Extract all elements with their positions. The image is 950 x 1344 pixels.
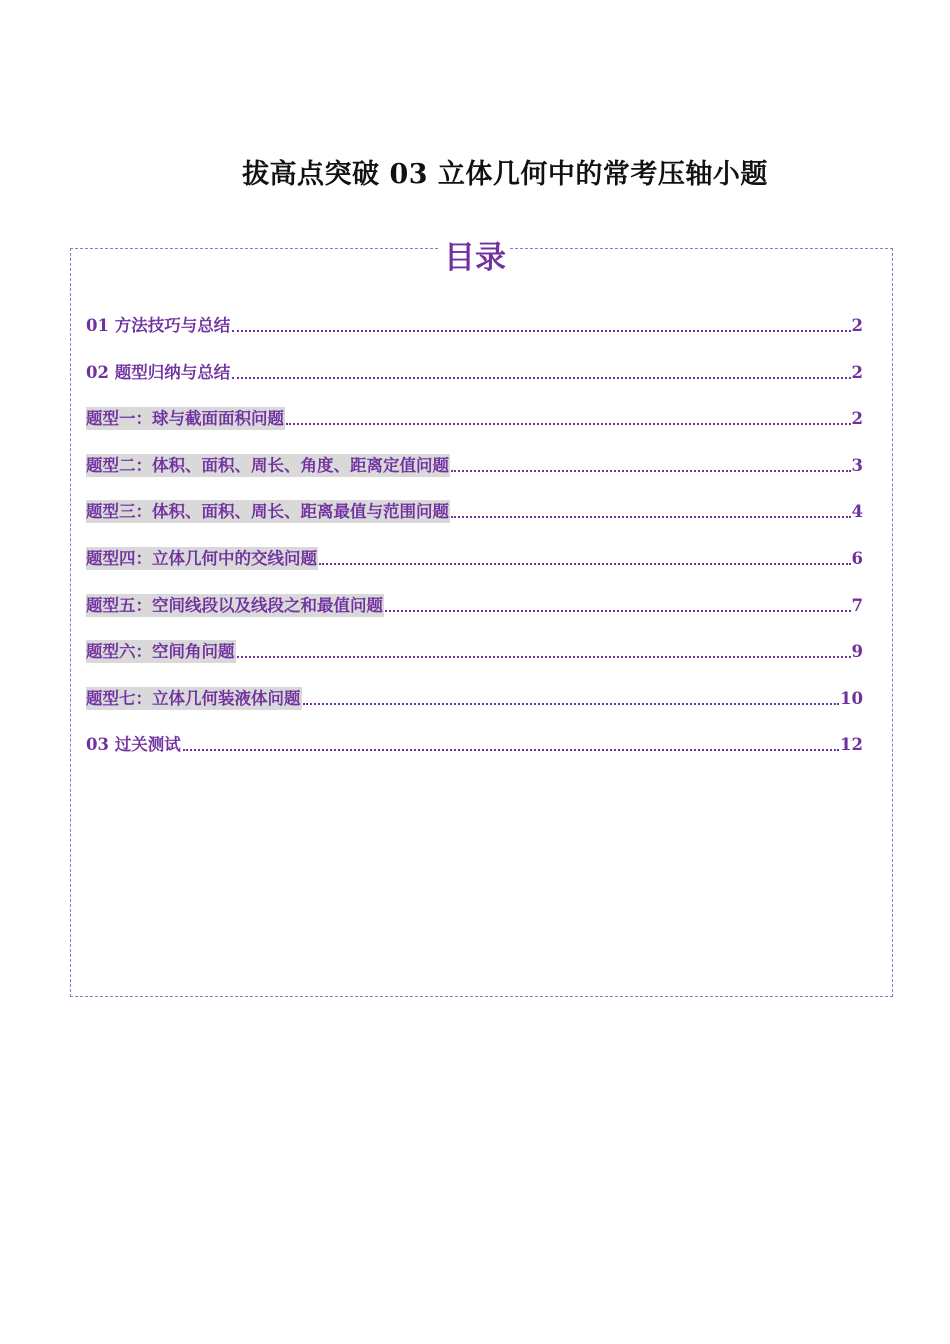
toc-entry-label: 题型一：球与截面面积问题 bbox=[86, 409, 284, 429]
toc-leader-dots bbox=[232, 377, 850, 379]
toc-leader-dots bbox=[319, 563, 851, 565]
toc-entry-label: 题型三：体积、面积、周长、距离最值与范围问题 bbox=[86, 502, 449, 522]
toc-leader-dots bbox=[183, 749, 839, 751]
toc-entry-page: 2 bbox=[851, 362, 863, 382]
toc-entry-page: 2 bbox=[851, 316, 863, 335]
toc-leader-dots bbox=[451, 470, 851, 472]
toc-entry-page: 3 bbox=[851, 455, 863, 475]
toc-entry[interactable] bbox=[86, 499, 863, 523]
toc-leader-dots bbox=[237, 656, 851, 658]
document-title: 拔高点突破 03 立体几何中的常考压轴小题 bbox=[242, 159, 768, 190]
toc-entry[interactable] bbox=[86, 313, 863, 337]
toc-leader-dots bbox=[385, 610, 851, 612]
toc-entry-label: 题型六：空间角问题 bbox=[86, 642, 235, 662]
toc-entry[interactable] bbox=[86, 453, 863, 477]
toc-entry-page: 12 bbox=[840, 735, 863, 755]
toc-entry-label: 题型四：立体几何中的交线问题 bbox=[86, 548, 317, 568]
toc-entry-page: 4 bbox=[851, 502, 863, 522]
toc-entry-label: 01 方法技巧与总结 bbox=[86, 316, 231, 335]
toc-leader-dots bbox=[451, 516, 851, 518]
toc-entry-label: 题型七：立体几何装液体问题 bbox=[86, 688, 301, 708]
toc-entry-page: 6 bbox=[851, 548, 863, 568]
toc-entry-page: 9 bbox=[851, 642, 863, 662]
toc-entry[interactable] bbox=[86, 360, 863, 384]
toc-leader-dots bbox=[232, 330, 850, 332]
toc-list bbox=[86, 313, 863, 779]
toc-entry[interactable] bbox=[86, 686, 863, 710]
toc-leader-dots bbox=[303, 703, 840, 705]
toc-entry[interactable] bbox=[86, 732, 863, 756]
toc-entry-label: 题型二：体积、面积、周长、角度、距离定值问题 bbox=[86, 455, 449, 475]
toc-entry[interactable] bbox=[86, 593, 863, 617]
toc-entry[interactable] bbox=[86, 639, 863, 663]
toc-entry[interactable] bbox=[86, 546, 863, 570]
toc-entry-page: 7 bbox=[851, 595, 863, 615]
toc-entry-label: 03 过关测试 bbox=[86, 735, 181, 755]
toc-entry-label: 题型五：空间线段以及线段之和最值问题 bbox=[86, 595, 383, 615]
toc-entry-page: 2 bbox=[851, 409, 863, 429]
toc-entry-label: 02 题型归纳与总结 bbox=[86, 362, 231, 382]
toc-entry[interactable] bbox=[86, 406, 863, 430]
toc-heading-text: 目录 bbox=[440, 240, 510, 276]
toc-entry-page: 10 bbox=[840, 688, 863, 708]
toc-heading bbox=[0, 232, 950, 277]
toc-leader-dots bbox=[286, 423, 851, 425]
